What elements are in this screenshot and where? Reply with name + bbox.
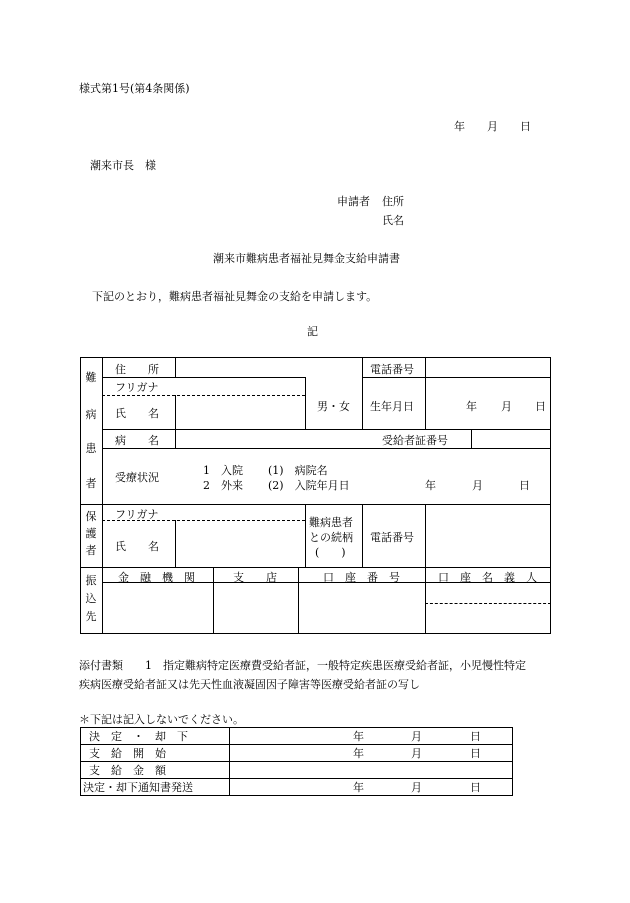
- admission-year: 年: [425, 479, 436, 492]
- patient-dob-day: 日: [535, 400, 546, 413]
- office-row-label: 支 給 金 額: [81, 762, 230, 779]
- office-row-date: 年 月 日: [230, 728, 513, 745]
- transfer-label-2: 込: [85, 592, 97, 605]
- transfer-label-3: 先: [85, 610, 97, 623]
- office-row-label: 決定・却下通知書発送: [81, 779, 230, 796]
- admission-month: 月: [472, 479, 483, 492]
- admission-day: 日: [519, 479, 530, 492]
- guardian-relation-3: ( ): [315, 546, 346, 559]
- patient-label-4: 者: [85, 477, 97, 490]
- patient-furigana-label: フリガナ: [115, 381, 159, 394]
- ki-label: 記: [307, 325, 318, 338]
- office-row-label: 支 給 開 始: [81, 745, 230, 762]
- statement: 下記のとおり，難病患者福祉見舞金の支給を申請します。: [92, 290, 378, 303]
- table-row: [81, 728, 513, 745]
- applicant-name: 氏名: [382, 214, 404, 227]
- form-number: 様式第1号(第4条関係): [79, 82, 190, 95]
- account-holder-header: 口 座 名 義 人: [438, 571, 537, 584]
- date-day: 日: [520, 120, 531, 133]
- patient-name-label: 氏 名: [115, 407, 159, 420]
- treatment-status-label: 受療状況: [115, 471, 159, 484]
- treatment-option-outpatient: 2 外来: [203, 479, 243, 492]
- branch-header: 支 店: [233, 571, 277, 584]
- table-row: [81, 745, 513, 762]
- document-title: 潮来市難病患者福祉見舞金支給申請書: [213, 252, 400, 265]
- guardian-label-1: 保: [85, 510, 97, 523]
- patient-sex: 男・女: [317, 400, 350, 413]
- guardian-relation-1: 難病患者: [309, 516, 353, 529]
- patient-disease-label: 病 名: [115, 434, 159, 447]
- patient-phone-label: 電話番号: [370, 363, 414, 376]
- office-row-date: 年 月 日: [230, 745, 513, 762]
- guardian-furigana-label: フリガナ: [115, 508, 159, 521]
- office-row-date: 年 月 日: [230, 779, 513, 796]
- patient-label-3: 患: [85, 442, 97, 455]
- patient-label-2: 病: [85, 408, 97, 421]
- table-row: [81, 762, 513, 779]
- bank-header: 金 融 機 関: [118, 571, 195, 584]
- table-row: [81, 779, 513, 796]
- patient-address-label: 住 所: [115, 363, 159, 376]
- office-use-table: [80, 727, 513, 796]
- office-row-label: 決 定 ・ 却 下: [81, 728, 230, 745]
- guardian-label-2: 護: [85, 527, 97, 540]
- guardian-relation-2: との続柄: [309, 531, 353, 544]
- applicant-label: 申請者: [337, 195, 370, 208]
- patient-dob-month: 月: [501, 400, 512, 413]
- patient-dob-year: 年: [466, 400, 477, 413]
- account-number-header: 口 座 番 号: [323, 571, 400, 584]
- patient-label-1: 難: [85, 371, 97, 384]
- guardian-name-label: 氏 名: [115, 540, 159, 553]
- addressee: 潮来市長 様: [90, 159, 156, 172]
- patient-dob-label: 生年月日: [370, 400, 414, 413]
- attachments-line-2: 疾病医療受給者証又は先天性血液凝固因子障害等医療受給者証の写し: [79, 678, 420, 691]
- date-year: 年: [454, 120, 465, 133]
- date-month: 月: [487, 120, 498, 133]
- attachments-line-1: 添付書類 1 指定難病特定医療費受給者証，一般特定疾患医療受給者証，小児慢性特定: [79, 659, 526, 672]
- patient-recipient-no-label: 受給者証番号: [382, 434, 448, 447]
- office-use-note: ＊下記は記入しないでください。: [79, 713, 244, 726]
- treatment-option-inpatient: 1 入院: [203, 464, 243, 477]
- treatment-hospital-name: (1) 病院名: [268, 464, 328, 477]
- treatment-admission-date: (2) 入院年月日: [268, 479, 350, 492]
- guardian-label-3: 者: [85, 544, 97, 557]
- office-row-amount: [230, 762, 513, 779]
- applicant-address: 住所: [382, 195, 404, 208]
- transfer-label-1: 振: [85, 574, 97, 587]
- guardian-phone-label: 電話番号: [370, 531, 414, 544]
